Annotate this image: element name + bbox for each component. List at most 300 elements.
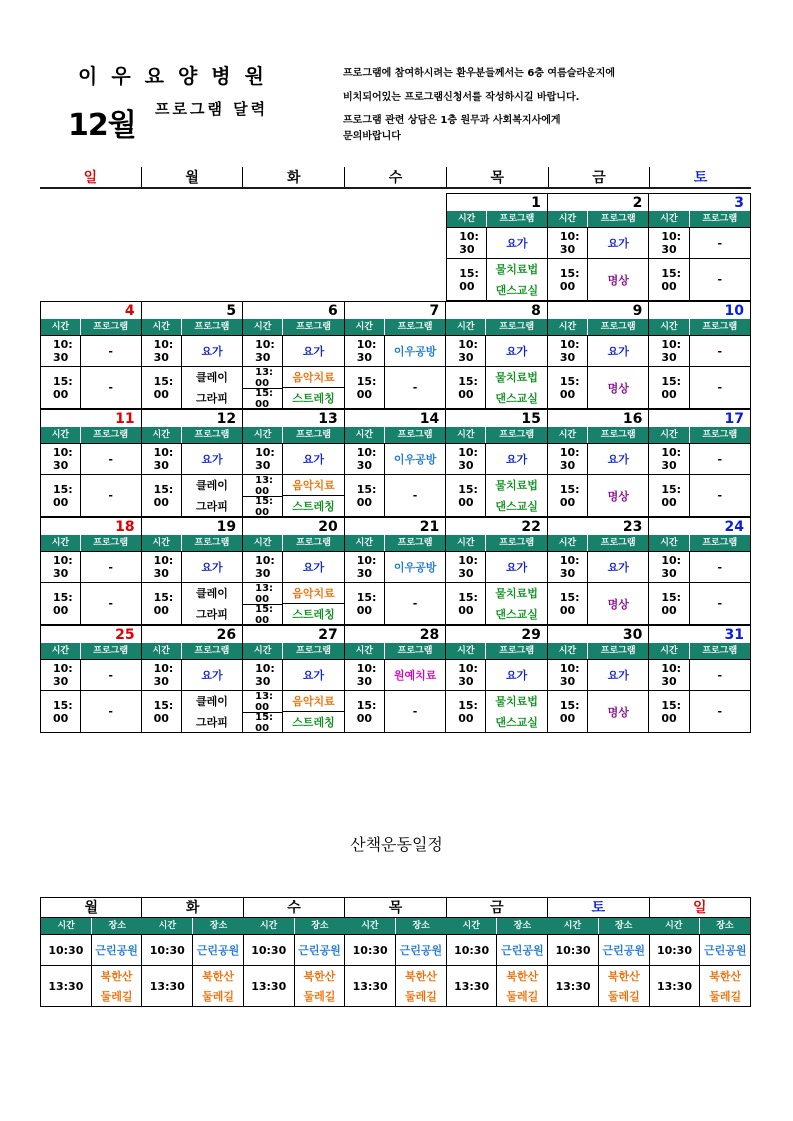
date-number: 3 xyxy=(649,193,750,211)
walk-day-header xyxy=(41,898,750,918)
cell-header xyxy=(41,427,141,443)
day-cell xyxy=(243,301,345,409)
pm-program-2 xyxy=(283,603,343,624)
cell-header xyxy=(446,427,547,443)
cell-header xyxy=(548,319,649,335)
pm-program xyxy=(283,691,343,732)
am-time: 10: 30 xyxy=(41,660,81,690)
program-header: 프로그램 xyxy=(702,538,738,548)
cell-header xyxy=(243,643,344,659)
walk-pm-place xyxy=(396,966,447,1006)
notice-line-3: 프로그램 관련 상담은 1층 원무과 사회복지사에게 xyxy=(343,115,561,126)
pm-program-1 xyxy=(283,691,343,711)
program-clay: 클레이 xyxy=(196,371,228,385)
pm-row xyxy=(41,366,141,408)
pm-time-2: 15: 00 xyxy=(243,496,282,517)
pm-row xyxy=(649,690,750,732)
pm-program xyxy=(182,583,242,624)
cell-header xyxy=(447,211,547,227)
program-none: - xyxy=(108,381,113,394)
pm-time: 15: 00 xyxy=(345,367,385,408)
day-cell xyxy=(446,625,548,733)
program-stretch: 스트레칭 xyxy=(292,392,335,406)
time-header: 시간 xyxy=(142,643,182,659)
pm-time: 15: 00 xyxy=(142,691,182,732)
pm-row xyxy=(345,474,446,516)
program-none: - xyxy=(717,273,723,286)
cell-header xyxy=(243,319,344,335)
walk-time-header: 시간 xyxy=(446,918,497,934)
am-time: 10: 30 xyxy=(345,444,385,474)
program-none: - xyxy=(108,452,113,466)
am-program xyxy=(283,660,343,690)
am-row xyxy=(41,335,141,366)
pm-program xyxy=(690,691,750,732)
time-header: 시간 xyxy=(41,319,81,335)
pm-time xyxy=(243,475,283,516)
pm-row xyxy=(41,690,141,732)
pm-program xyxy=(283,367,343,408)
am-time: 10: 30 xyxy=(447,228,487,258)
program-header: 프로그램 xyxy=(194,430,230,440)
cell-header xyxy=(345,319,446,335)
program-header: 프로그램 xyxy=(600,214,636,224)
am-program xyxy=(283,444,343,474)
time-header: 시간 xyxy=(41,427,81,443)
pm-time-1: 13: 00 xyxy=(255,474,274,497)
am-program xyxy=(690,444,750,474)
pm-program xyxy=(283,475,343,516)
program-meditation: 명상 xyxy=(607,381,629,395)
pm-row xyxy=(243,690,344,732)
walk-schedule-table xyxy=(40,897,751,1007)
date-number: 2 xyxy=(548,193,649,211)
pm-program xyxy=(588,583,648,624)
am-program xyxy=(487,228,547,258)
date-number: 18 xyxy=(41,517,141,535)
pm-time xyxy=(243,583,283,624)
time-header: 시간 xyxy=(345,535,385,551)
program-header: 프로그램 xyxy=(93,322,129,332)
walk-pm-place xyxy=(497,966,548,1006)
program-header: 프로그램 xyxy=(397,322,433,332)
am-row xyxy=(548,443,649,474)
am-time: 10: 30 xyxy=(41,336,81,366)
date-number: 1 xyxy=(447,193,547,211)
walk-pm-place-1: 북한산 xyxy=(607,970,640,983)
date-number: 28 xyxy=(345,625,446,643)
program-none: - xyxy=(412,597,418,610)
am-time: 10: 30 xyxy=(649,336,689,366)
time-header: 시간 xyxy=(447,211,487,227)
am-row xyxy=(649,659,750,690)
date-number: 14 xyxy=(345,409,446,427)
program-none: - xyxy=(108,344,113,358)
program-header: 프로그램 xyxy=(93,538,129,548)
am-time: 10: 30 xyxy=(142,552,182,582)
am-time: 10: 30 xyxy=(41,444,81,474)
am-time: 10: 30 xyxy=(649,444,689,474)
am-row xyxy=(243,551,344,582)
date-number: 7 xyxy=(345,301,446,319)
weekday-header xyxy=(40,167,751,189)
pm-time: 15: 00 xyxy=(548,691,588,732)
walk-am-time: 10:30 xyxy=(244,935,295,965)
program-header: 프로그램 xyxy=(397,646,433,656)
time-header: 시간 xyxy=(142,319,182,335)
cell-header xyxy=(142,643,243,659)
walk-time-header: 시간 xyxy=(649,918,700,934)
am-row xyxy=(649,443,750,474)
program-header: 프로그램 xyxy=(499,322,535,332)
am-time: 10: 30 xyxy=(649,228,689,258)
am-program xyxy=(588,660,648,690)
cell-header xyxy=(649,535,750,551)
walk-am-time: 10:30 xyxy=(650,935,701,965)
am-program xyxy=(81,336,141,366)
program-header: 프로그램 xyxy=(296,430,331,440)
am-program xyxy=(486,552,546,582)
walk-time-header: 시간 xyxy=(41,918,92,934)
program-clay2: 그라피 xyxy=(196,607,228,621)
program-yoga: 요가 xyxy=(506,345,528,358)
time-header: 시간 xyxy=(649,427,689,443)
program-header: 프로그램 xyxy=(702,430,738,440)
date-number: 29 xyxy=(446,625,547,643)
cell-header xyxy=(649,319,750,335)
day-cell xyxy=(446,409,548,517)
am-time: 10: 30 xyxy=(243,336,283,366)
am-program xyxy=(182,336,242,366)
am-program xyxy=(182,660,242,690)
program-yoga: 요가 xyxy=(201,453,223,466)
program-yoga: 요가 xyxy=(201,345,223,358)
am-row xyxy=(243,335,344,366)
program-dance: 댄스교실 xyxy=(495,607,538,621)
program-yoga: 요가 xyxy=(201,669,223,682)
time-header: 시간 xyxy=(548,535,588,551)
time-header: 시간 xyxy=(649,319,689,335)
am-program xyxy=(283,552,343,582)
weekday-금: 금 xyxy=(548,167,650,187)
pm-time-1: 13: 00 xyxy=(255,582,274,605)
program-header: 프로그램 xyxy=(296,646,331,656)
walk-day-금: 금 xyxy=(446,898,547,917)
walk-am-time: 10:30 xyxy=(345,935,396,965)
cell-header xyxy=(41,535,141,551)
date-number: 4 xyxy=(41,301,141,319)
pm-program xyxy=(182,691,242,732)
program-yoga: 요가 xyxy=(506,669,528,682)
program-none: - xyxy=(412,381,418,394)
am-row xyxy=(243,443,344,474)
notice-line-4: 문의바랍니다 xyxy=(343,131,401,142)
cell-header xyxy=(142,535,243,551)
pm-time: 15: 00 xyxy=(41,475,81,516)
pm-program xyxy=(588,475,648,516)
pm-time: 15: 00 xyxy=(649,691,689,732)
am-row xyxy=(41,443,141,474)
walk-pm-time: 13:30 xyxy=(244,966,295,1006)
pm-program-1 xyxy=(283,367,343,387)
am-time: 10: 30 xyxy=(345,336,385,366)
day-cell xyxy=(40,625,142,733)
day-cell xyxy=(345,625,447,733)
program-meditation: 명상 xyxy=(607,597,629,611)
pm-program-1 xyxy=(283,475,343,495)
day-cell xyxy=(142,301,244,409)
date-number: 13 xyxy=(243,409,344,427)
day-cell xyxy=(446,517,548,625)
am-row xyxy=(446,659,547,690)
program-therapy: 물치료법 xyxy=(495,587,538,601)
pm-row xyxy=(41,474,141,516)
walk-am-time: 10:30 xyxy=(142,935,193,965)
pm-program-2 xyxy=(283,711,343,732)
walk-pm-place-2: 둘레길 xyxy=(100,990,133,1003)
weekday-월: 월 xyxy=(141,167,243,187)
program-none: - xyxy=(717,381,723,394)
pm-row xyxy=(446,366,547,408)
cell-header xyxy=(345,643,446,659)
date-number: 19 xyxy=(142,517,243,535)
program-header: 프로그램 xyxy=(93,646,129,656)
program-iuroom: 이우공방 xyxy=(393,345,437,358)
pm-time: 15: 00 xyxy=(649,475,689,516)
time-header: 시간 xyxy=(548,211,588,227)
walk-pm-place-2: 둘레길 xyxy=(506,990,539,1003)
time-header: 시간 xyxy=(345,319,385,335)
pm-time-2: 15: 00 xyxy=(243,604,282,625)
am-program xyxy=(486,336,546,366)
walk-am-place: 근린공원 xyxy=(396,935,447,965)
walk-pm-place-1: 북한산 xyxy=(506,970,539,983)
day-cell xyxy=(142,409,244,517)
walk-am-place: 근린공원 xyxy=(703,944,747,957)
week-row xyxy=(40,625,751,733)
day-cell xyxy=(142,625,244,733)
walk-pm-place-2: 둘레길 xyxy=(607,990,640,1003)
date-number: 6 xyxy=(243,301,344,319)
time-header: 시간 xyxy=(41,535,81,551)
program-therapy: 물치료법 xyxy=(495,479,538,493)
walk-pm-time: 13:30 xyxy=(548,966,599,1006)
walk-pm-place-1: 북한산 xyxy=(202,970,234,983)
time-header: 시간 xyxy=(548,643,588,659)
pm-time: 15: 00 xyxy=(41,691,81,732)
am-time: 10: 30 xyxy=(41,552,81,582)
pm-program xyxy=(81,691,141,732)
am-program xyxy=(385,660,445,690)
am-time: 10: 30 xyxy=(345,660,385,690)
pm-time xyxy=(243,691,283,732)
am-time: 10: 30 xyxy=(649,552,689,582)
program-none: - xyxy=(108,560,113,574)
program-none: - xyxy=(717,560,723,574)
program-none: - xyxy=(717,452,723,466)
day-cell xyxy=(548,625,650,733)
pm-row xyxy=(243,366,344,408)
walk-pm-place-1: 북한산 xyxy=(100,970,133,983)
program-yoga: 요가 xyxy=(201,561,223,574)
am-program xyxy=(182,444,242,474)
program-iuroom: 이우공방 xyxy=(393,561,437,574)
time-header: 시간 xyxy=(142,427,182,443)
am-time: 10: 30 xyxy=(548,228,588,258)
pm-program xyxy=(588,367,648,408)
cell-header xyxy=(548,427,649,443)
program-header: 프로그램 xyxy=(499,646,535,656)
pm-program xyxy=(690,475,750,516)
cell-header xyxy=(649,211,750,227)
walk-am-time: 10:30 xyxy=(447,935,498,965)
pm-time-1: 13: 00 xyxy=(255,690,274,713)
pm-program xyxy=(385,475,445,516)
month-title: 12월 xyxy=(68,108,136,143)
pm-row xyxy=(649,366,750,408)
walk-day-목: 목 xyxy=(344,898,445,917)
time-header: 시간 xyxy=(548,427,588,443)
walk-place-header: 장소 xyxy=(412,921,430,931)
pm-row xyxy=(142,690,243,732)
cell-header xyxy=(548,643,649,659)
am-row xyxy=(345,659,446,690)
am-program xyxy=(81,660,141,690)
am-program xyxy=(182,552,242,582)
walk-day-월: 월 xyxy=(84,900,98,916)
pm-program xyxy=(690,583,750,624)
am-time: 10: 30 xyxy=(142,444,182,474)
day-cell xyxy=(548,409,650,517)
program-music: 음악치료 xyxy=(292,479,335,493)
program-none: - xyxy=(412,705,418,718)
am-program xyxy=(690,552,750,582)
date-number: 9 xyxy=(548,301,649,319)
day-cell xyxy=(649,409,751,517)
day-cell xyxy=(649,301,751,409)
program-header: 프로그램 xyxy=(296,538,331,548)
pm-program xyxy=(385,691,445,732)
am-program xyxy=(588,444,648,474)
program-header: 프로그램 xyxy=(702,214,738,224)
program-meditation: 명상 xyxy=(607,489,629,503)
am-row xyxy=(41,551,141,582)
am-time: 10: 30 xyxy=(446,660,486,690)
walk-pm-place-1: 북한산 xyxy=(303,970,336,983)
program-yoga: 요가 xyxy=(506,561,528,574)
weekday-화: 화 xyxy=(242,167,344,187)
walk-place-header: 장소 xyxy=(311,921,329,931)
empty-cell xyxy=(243,193,345,301)
day-cell xyxy=(548,193,650,301)
pm-time: 15: 00 xyxy=(649,583,689,624)
pm-row xyxy=(142,582,243,624)
am-program xyxy=(588,552,648,582)
cell-header xyxy=(548,535,649,551)
walk-time-header: 시간 xyxy=(142,918,193,934)
pm-row xyxy=(548,474,649,516)
time-header: 시간 xyxy=(548,319,588,335)
date-number: 10 xyxy=(649,301,750,319)
pm-row xyxy=(649,258,750,300)
walk-day-수: 수 xyxy=(243,898,344,917)
am-time: 10: 30 xyxy=(142,336,182,366)
program-music: 음악치료 xyxy=(292,695,335,709)
cell-header xyxy=(41,643,141,659)
day-cell xyxy=(345,409,447,517)
empty-cell xyxy=(345,193,447,301)
cell-header xyxy=(446,535,547,551)
time-header: 시간 xyxy=(243,427,283,443)
walk-pm-place-2: 둘레길 xyxy=(404,990,437,1003)
walk-am-time: 10:30 xyxy=(41,935,92,965)
walk-am-row xyxy=(41,934,750,965)
am-program xyxy=(385,444,445,474)
pm-time: 15: 00 xyxy=(548,367,588,408)
am-time: 10: 30 xyxy=(243,444,283,474)
walk-place-header: 장소 xyxy=(513,921,532,931)
program-yoga: 요가 xyxy=(302,453,325,466)
program-none: - xyxy=(717,236,723,250)
walk-day-화: 화 xyxy=(141,898,242,917)
pm-time xyxy=(243,367,283,408)
program-none: - xyxy=(717,597,723,610)
day-cell xyxy=(345,517,447,625)
am-time: 10: 30 xyxy=(142,660,182,690)
am-program xyxy=(690,660,750,690)
walk-pm-time: 13:30 xyxy=(447,966,498,1006)
pm-row xyxy=(345,582,446,624)
program-header: 프로그램 xyxy=(499,430,535,440)
pm-row xyxy=(243,582,344,624)
program-music: 음악치료 xyxy=(292,587,335,601)
am-time: 10: 30 xyxy=(548,336,588,366)
pm-program xyxy=(690,367,750,408)
pm-time: 15: 00 xyxy=(142,583,182,624)
weekday-토: 토 xyxy=(649,167,751,187)
am-row xyxy=(142,659,243,690)
am-time: 10: 30 xyxy=(446,336,486,366)
program-clay: 클레이 xyxy=(196,695,228,709)
program-therapy: 물치료법 xyxy=(495,263,539,277)
date-number: 27 xyxy=(243,625,344,643)
am-time: 10: 30 xyxy=(649,660,689,690)
time-header: 시간 xyxy=(649,643,689,659)
pm-row xyxy=(548,582,649,624)
day-cell xyxy=(142,517,244,625)
day-cell xyxy=(243,409,345,517)
am-row xyxy=(548,227,649,258)
am-row xyxy=(446,335,547,366)
pm-row xyxy=(41,582,141,624)
am-row xyxy=(345,335,446,366)
date-number: 16 xyxy=(548,409,649,427)
walk-place-header: 장소 xyxy=(209,921,228,931)
time-header: 시간 xyxy=(243,535,283,551)
pm-program xyxy=(690,259,750,300)
program-clay2: 그라피 xyxy=(196,391,228,405)
program-header: 프로그램 xyxy=(600,322,636,332)
cell-header xyxy=(243,427,344,443)
program-yoga: 요가 xyxy=(302,669,325,682)
program-header: 프로그램 xyxy=(194,646,230,656)
week-row xyxy=(40,409,751,517)
program-yoga: 요가 xyxy=(607,669,629,682)
am-program xyxy=(486,660,546,690)
walk-sub-header xyxy=(41,918,750,934)
pm-row xyxy=(649,474,750,516)
time-header: 시간 xyxy=(446,427,486,443)
